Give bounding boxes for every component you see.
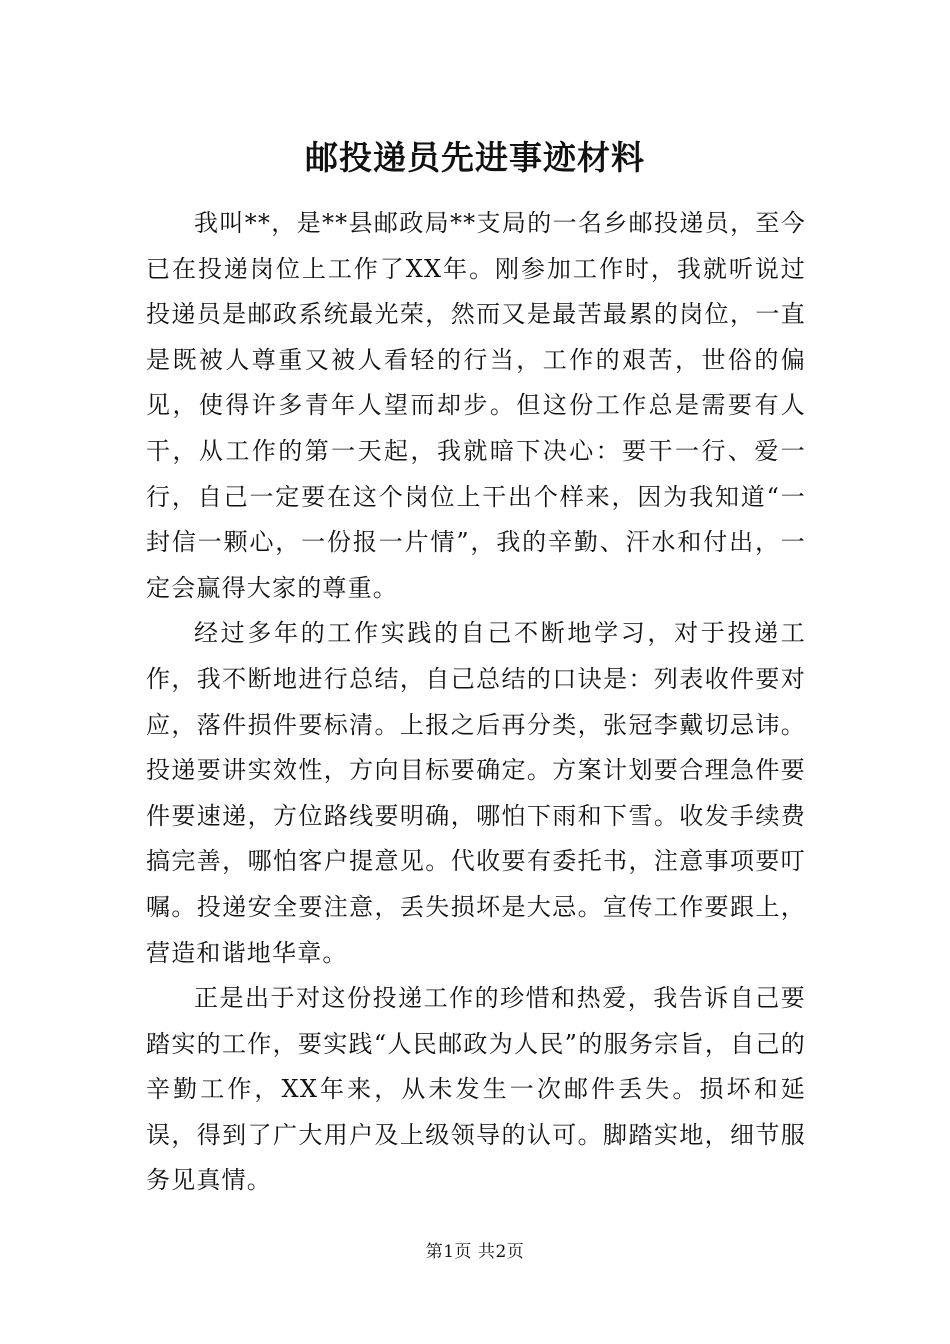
page-number: 第1页 共2页 [425,1242,525,1262]
paragraph-3: 正是出于对这份投递工作的珍惜和热爱，我告诉自己要踏实的工作，要实践“人民邮政为人民”的服务宗旨，自己的辛勤工作，XX年来，从未发生一次邮件丢失。损坏和延误，得到了广大用户及上级领导的认可。脚踏实地，细节服务见真情。 [146,984,806,1195]
document-title: 邮投递员先进事迹材料 [305,138,645,177]
document-body [146,201,806,1204]
paragraph-1: 我叫**，是**县邮政局**支局的一名乡邮投递员，至今已在投递岗位上工作了XX年。刚参加工作时，我就听说过投递员是邮政系统最光荣，然而又是最苦最累的岗位，一直是既被人尊重又被人看轻的行当，工作的艰苦，世俗的偏见，使得许多青年人望而却步。但这份工作总是需要有人干，从工作的第一天起，我就暗下决心：要干一行、爱一行，自己一定要在这个岗位上干出个样来，因为我知道“一封信一颗心，一份报一片情”，我的辛勤、汗水和付出，一定会赢得大家的尊重。 [146,209,806,602]
paragraph-2: 经过多年的工作实践的自己不断地学习，对于投递工作，我不断地进行总结，自己总结的口诀是：列表收件要对应，落件损件要标清。上报之后再分类，张冠李戴切忌讳。投递要讲实效性，方向目标要确定。方案计划要合理急件要件要速递，方位路线要明确，哪怕下雨和下雪。收发手续费搞完善，哪怕客户提意见。代收要有委托书，注意事项要叮嘱。投递安全要注意，丢失损坏是大忌。宣传工作要跟上，营造和谐地华章。 [146,619,806,967]
